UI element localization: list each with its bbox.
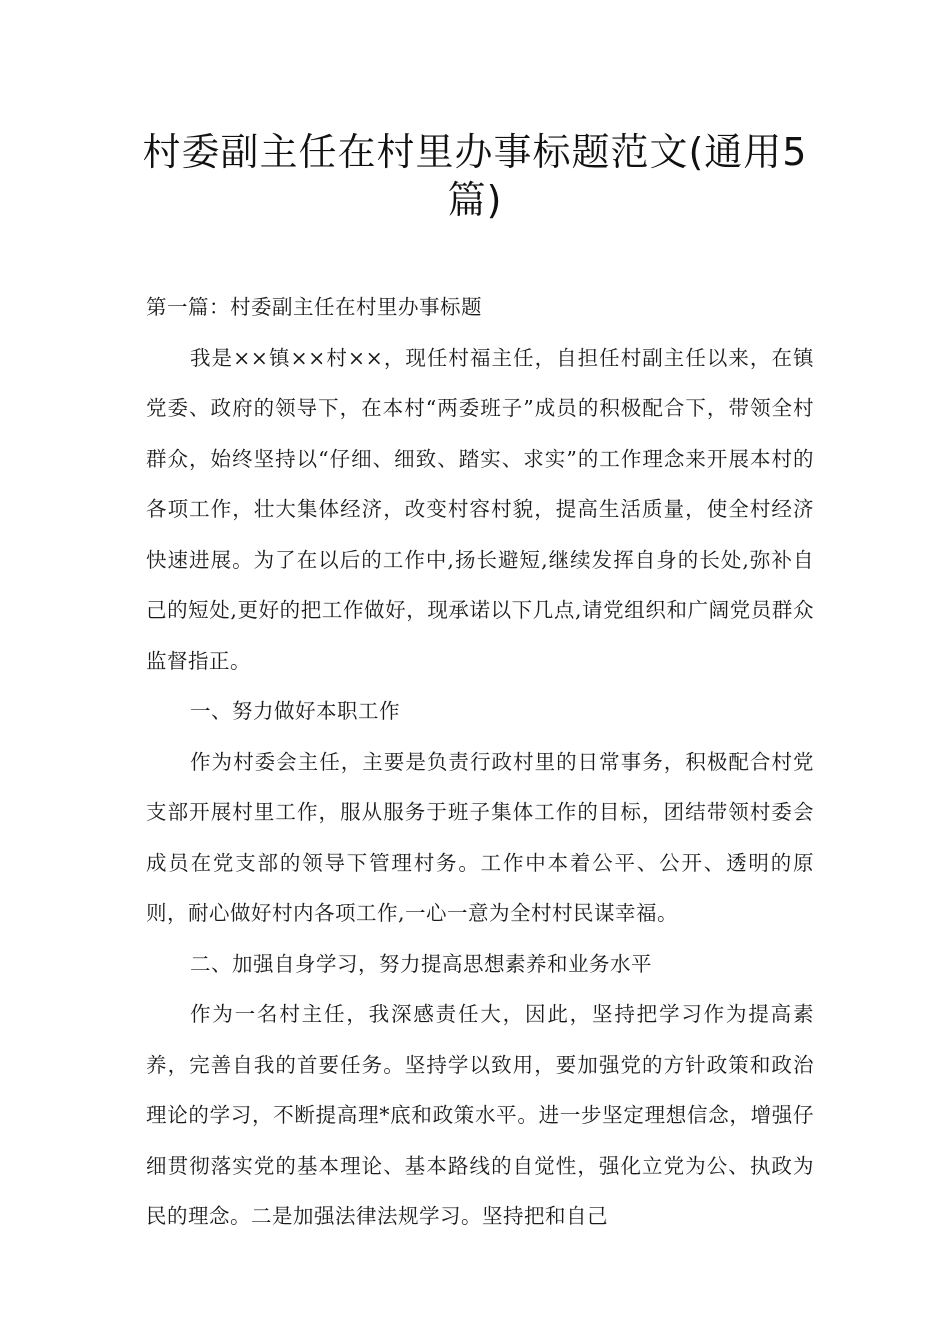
paragraph: 我是××镇××村××，现任村福主任，自担任村副主任以来，在镇党委、政府的领导下，在本村“两委班子”成员的积极配合下，带领全村群众，始终坚持以“仔细、细致、踏实、求实”的工作理念来开展本村的各项工作，壮大集体经济，改变村容村貌，提高生活质量，使全村经济快速进展。为了在以后的工作中,扬长避短,继续发挥自身的长处,弥补自己的短处,更好的把工作做好，现承诺以下几点,请党组织和广阔党员群众监督指正。	[146, 345, 814, 673]
paragraph: 作为村委会主任，主要是负责行政村里的日常事务，积极配合村党支部开展村里工作，服从服务于班子集体工作的目标，团结带领村委会成员在党支部的领导下管理村务。工作中本着公平、公开、透明的原则，耐心做好村内各项工作,一心一意为全村村民谋幸福。	[146, 749, 814, 925]
subheading: 一、努力做好本职工作	[190, 699, 400, 723]
subheading: 二、加强自身学习，努力提高思想素养和业务水平	[190, 951, 652, 976]
paragraph: 作为一名村主任，我深感责任大，因此，坚持把学习作为提高素养，完善自我的首要任务。坚持学以致用，要加强党的方针政策和政治理论的学习，不断提高理*底和政策水平。进一步坚定理想信念，增强仔细贯彻落实党的基本理论、基本路线的自觉性，强化立党为公、执政为民的理念。二是加强法律法规学习。坚持把和自己	[146, 1002, 814, 1228]
section-heading: 第一篇：村委副主任在村里办事标题	[146, 295, 482, 319]
document-title: 村委副主任在村里办事标题范文(通用5篇)	[142, 130, 808, 222]
document-body	[146, 282, 814, 1242]
